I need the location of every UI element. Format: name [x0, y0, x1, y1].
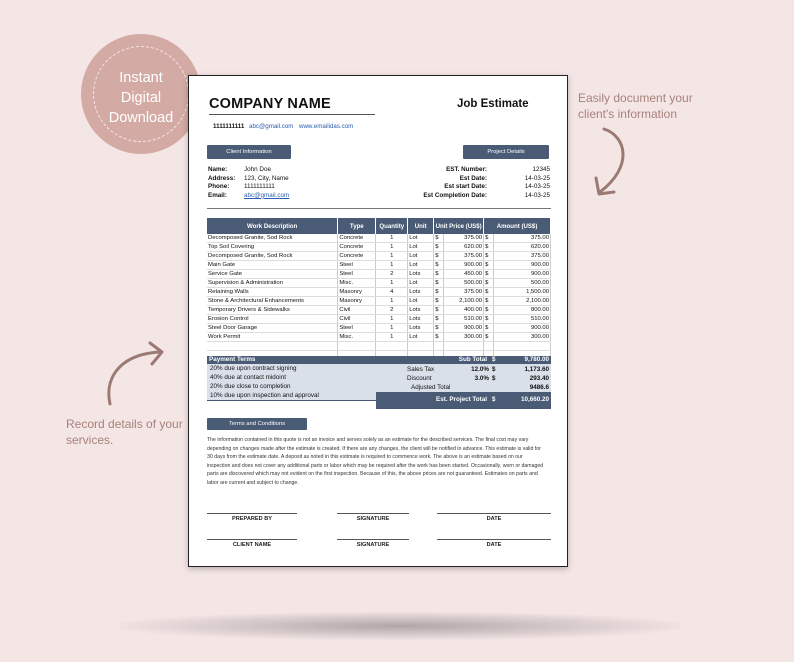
unit-cell: [408, 342, 434, 351]
payment-line: 10% due upon inspection and approval: [210, 392, 319, 399]
table-row: [207, 243, 551, 252]
adjusted-total-label: Adjusted Total: [411, 384, 451, 391]
document-title: Job Estimate: [457, 98, 529, 110]
table-row: [207, 261, 551, 270]
type-cell: Civil: [338, 306, 376, 315]
amount-cell: 300.00: [494, 333, 551, 342]
terms-text: The information contained in this quote is not an invoice and serves solely as an estimate for the described services. The final cost may vary depending on changes made after the estimate is created. If there are any changes, the client will be notified in advance. This estimate is valid for 30 days from the estimate date. A deposit as noted in this estimate is required to commence work. The above is an estimate based on our inspection and does not cover any additional parts or labor which may be required after the work has been started. Occasionally, worn or damaged parts are discovered which may not evident on the first inspection. Because of this, the above prices are not guaranteed. Estimates on parts and labor are current and subject to change.: [207, 437, 544, 486]
amount-cell: 900.00: [494, 324, 551, 333]
type-cell: Misc.: [338, 333, 376, 342]
currency-cell: $: [434, 252, 444, 261]
signature-line: [337, 513, 409, 514]
work-description-cell: Work Permit: [207, 333, 338, 342]
column-header: Work Description: [207, 218, 338, 234]
work-description-cell: Supervision & Administration: [207, 279, 338, 288]
signature-line: [337, 539, 409, 540]
sales-tax-value: 1,173.60: [524, 366, 549, 373]
client-address: 123, City, Name: [244, 174, 289, 182]
quantity-cell: 1: [376, 252, 408, 261]
discount-label: Discount: [407, 375, 432, 382]
company-website[interactable]: www.emailidas.com: [299, 123, 354, 130]
quantity-cell: 1: [376, 243, 408, 252]
unit-price-cell: 900.00: [444, 261, 484, 270]
table-row: [207, 306, 551, 315]
amount-cell: 375.00: [494, 252, 551, 261]
company-underline: [209, 114, 375, 115]
project-value: 12345: [532, 166, 550, 173]
unit-price-cell: 2,100.00: [444, 297, 484, 306]
quantity-cell: 4: [376, 288, 408, 297]
unit-price-cell: 300.00: [444, 333, 484, 342]
currency-cell: $: [434, 270, 444, 279]
unit-cell: Lot: [408, 243, 434, 252]
work-description-cell: Top Soil Covering: [207, 243, 338, 252]
unit-cell: Lots: [408, 270, 434, 279]
currency-cell: $: [484, 243, 494, 252]
currency-cell: $: [434, 306, 444, 315]
curved-arrow-icon: [590, 126, 638, 202]
unit-cell: Lots: [408, 324, 434, 333]
work-description-cell: Retaining Walls: [207, 288, 338, 297]
currency-cell: $: [434, 315, 444, 324]
work-description-cell: Service Gate: [207, 270, 338, 279]
sheet-shadow: [120, 612, 680, 640]
unit-cell: Lot: [408, 279, 434, 288]
currency-cell: $: [484, 333, 494, 342]
quantity-cell: 1: [376, 297, 408, 306]
unit-price-cell: 500.00: [444, 279, 484, 288]
unit-price-cell: 900.00: [444, 324, 484, 333]
client-label: Address:: [208, 174, 236, 182]
client-label: Email:: [208, 191, 227, 199]
currency-cell: [434, 342, 444, 351]
project-labels: [421, 166, 487, 200]
type-cell: Concrete: [338, 234, 376, 243]
project-label: Est Completion Date:: [423, 191, 487, 199]
unit-price-cell: 375.00: [444, 288, 484, 297]
badge-line: Instant: [119, 70, 163, 86]
subtotal-label: Sub Total: [458, 356, 487, 363]
left-note: [66, 416, 183, 448]
table-header-row: [207, 218, 551, 234]
type-cell: Steel: [338, 261, 376, 270]
unit-price-cell: 510.00: [444, 315, 484, 324]
project-values: [489, 166, 550, 200]
client-label: Name:: [208, 166, 228, 173]
work-description-cell: Decomposed Granite, Sod Rock: [207, 234, 338, 243]
work-description-cell: Steel Door Garage: [207, 324, 338, 333]
client-label: Phone:: [208, 183, 230, 191]
type-cell: Masonry: [338, 288, 376, 297]
table-row: [207, 342, 551, 351]
amount-cell: 900.00: [494, 261, 551, 270]
project-label: Est start Date:: [444, 183, 487, 191]
project-value: 14-03-25: [524, 191, 550, 199]
payment-underline: [207, 400, 376, 401]
type-cell: Civil: [338, 315, 376, 324]
type-cell: Concrete: [338, 252, 376, 261]
project-label: EST. Number:: [446, 166, 487, 173]
amount-cell: [494, 342, 551, 351]
signature-line: [207, 513, 297, 514]
table-row: [207, 279, 551, 288]
discount-currency: $: [492, 375, 496, 382]
quantity-cell: 1: [376, 279, 408, 288]
column-header: Unit: [408, 218, 434, 234]
table-row: [207, 234, 551, 243]
subtotal-value: 9,780.00: [524, 356, 549, 363]
table-row: [207, 270, 551, 279]
sales-tax-rate: 12.0%: [471, 366, 489, 373]
right-note-line: client's information: [578, 107, 677, 121]
currency-cell: $: [434, 234, 444, 243]
client-email[interactable]: abc@gmail.com: [244, 191, 290, 199]
client-info-header: Client Information: [207, 145, 291, 159]
payment-line: 20% due upon contract signing: [210, 365, 297, 372]
amount-cell: 375.00: [494, 234, 551, 243]
sales-tax-currency: $: [492, 366, 496, 373]
project-total-value: 10,660.20: [520, 396, 549, 403]
currency-cell: $: [484, 270, 494, 279]
unit-price-cell: 450.00: [444, 270, 484, 279]
table-row: [207, 324, 551, 333]
amount-cell: 900.00: [494, 270, 551, 279]
date-label: DATE: [486, 516, 502, 522]
column-header: Unit Price (US$): [434, 218, 484, 234]
discount-rate: 3.0%: [474, 375, 489, 382]
quantity-cell: 2: [376, 306, 408, 315]
currency-cell: $: [434, 288, 444, 297]
unit-price-cell: [444, 342, 484, 351]
right-note: [578, 90, 693, 122]
unit-cell: Lot: [408, 234, 434, 243]
currency-cell: $: [484, 288, 494, 297]
client-name-label: CLIENT NAME: [232, 542, 272, 548]
project-value: 14-03-25: [524, 183, 550, 191]
unit-cell: Lot: [408, 297, 434, 306]
right-note-line: Easily document your: [578, 91, 693, 105]
amount-cell: 2,100.00: [494, 297, 551, 306]
badge-line: Download: [108, 110, 174, 126]
section-divider: [207, 208, 551, 209]
unit-cell: Lots: [408, 288, 434, 297]
unit-cell: Lot: [408, 333, 434, 342]
discount-value: 293.40: [529, 375, 549, 382]
currency-cell: $: [484, 261, 494, 270]
table-row: [207, 252, 551, 261]
unit-price-cell: 400.00: [444, 306, 484, 315]
amount-cell: 620.00: [494, 243, 551, 252]
payment-terms-title: Payment Terms: [209, 356, 256, 363]
payment-line: 40% due at contact midoint: [210, 374, 286, 381]
work-description-cell: Temporary Drivers & Sidewalks: [207, 306, 338, 315]
company-name: COMPANY NAME: [209, 96, 331, 112]
prepared-by-label: PREPARED BY: [232, 516, 272, 522]
signature-line: [207, 539, 297, 540]
adjusted-total-value: 9486.6: [529, 384, 549, 391]
signature-label: SIGNATURE: [356, 516, 390, 522]
badge-line: Digital: [120, 90, 162, 106]
currency-cell: $: [434, 324, 444, 333]
column-header: Type: [338, 218, 376, 234]
quantity-cell: 1: [376, 333, 408, 342]
unit-cell: Lot: [408, 261, 434, 270]
type-cell: Concrete: [338, 243, 376, 252]
project-details-header: Project Details: [463, 145, 549, 159]
signature-line: [437, 513, 551, 514]
instant-download-badge: [85, 38, 197, 150]
client-labels: [208, 166, 235, 200]
work-description-cell: Stone & Architectural Enhancements: [207, 297, 338, 306]
signature-line: [437, 539, 551, 540]
payment-line: 20% due close to completion: [210, 383, 291, 390]
currency-cell: $: [484, 279, 494, 288]
client-values: [244, 166, 289, 200]
column-header: Quantity: [376, 218, 408, 234]
company-phone: 1111111111: [213, 123, 245, 130]
currency-cell: $: [484, 252, 494, 261]
quantity-cell: 1: [376, 234, 408, 243]
unit-price-cell: 375.00: [444, 252, 484, 261]
quantity-cell: 2: [376, 270, 408, 279]
quantity-cell: [376, 342, 408, 351]
work-description-cell: Erosion Control: [207, 315, 338, 324]
table-row: [207, 288, 551, 297]
left-note-line: services.: [66, 433, 114, 447]
amount-cell: 800.00: [494, 306, 551, 315]
unit-price-cell: 620.00: [444, 243, 484, 252]
amount-cell: 1,500.00: [494, 288, 551, 297]
work-description-cell: Decomposed Granite, Sod Rock: [207, 252, 338, 261]
date-label: DATE: [486, 542, 502, 548]
work-items-table: [207, 218, 551, 359]
sales-tax-label: Sales Tax: [407, 366, 435, 373]
project-label: Est Date:: [459, 174, 487, 182]
currency-cell: $: [434, 261, 444, 270]
client-phone: 1111111111: [244, 183, 275, 191]
type-cell: Steel: [338, 270, 376, 279]
table-row: [207, 333, 551, 342]
amount-cell: 510.00: [494, 315, 551, 324]
currency-cell: $: [434, 279, 444, 288]
currency-cell: $: [484, 315, 494, 324]
work-description-cell: [207, 342, 338, 351]
job-estimate-sheet: [188, 75, 568, 567]
curved-arrow-icon: [100, 340, 170, 410]
type-cell: Steel: [338, 324, 376, 333]
currency-cell: $: [484, 297, 494, 306]
terms-header: Terms and Conditions: [207, 418, 307, 430]
column-header: Amount (US$): [484, 218, 551, 234]
currency-cell: $: [434, 243, 444, 252]
signature-label: SIGNATURE: [356, 542, 390, 548]
unit-cell: Lots: [408, 306, 434, 315]
client-name: John Doe: [244, 166, 271, 173]
currency-cell: $: [434, 333, 444, 342]
quantity-cell: 1: [376, 324, 408, 333]
type-cell: Misc.: [338, 279, 376, 288]
quantity-cell: 1: [376, 315, 408, 324]
left-note-line: Record details of your: [66, 417, 183, 431]
type-cell: [338, 342, 376, 351]
project-total-currency: $: [492, 396, 496, 403]
currency-cell: $: [484, 306, 494, 315]
company-email[interactable]: abc@gmail.com: [249, 123, 294, 130]
table-row: [207, 297, 551, 306]
work-description-cell: Main Gate: [207, 261, 338, 270]
currency-cell: [484, 342, 494, 351]
table-row: [207, 315, 551, 324]
quantity-cell: 1: [376, 261, 408, 270]
unit-cell: Lot: [408, 252, 434, 261]
currency-cell: $: [434, 297, 444, 306]
amount-cell: 500.00: [494, 279, 551, 288]
unit-cell: Lots: [408, 315, 434, 324]
currency-cell: $: [484, 234, 494, 243]
project-total-label: Est. Project Total: [436, 396, 487, 403]
currency-cell: $: [484, 324, 494, 333]
project-value: 14-03-25: [524, 174, 550, 182]
subtotal-currency: $: [492, 356, 496, 363]
unit-price-cell: 375.00: [444, 234, 484, 243]
type-cell: Masonry: [338, 297, 376, 306]
